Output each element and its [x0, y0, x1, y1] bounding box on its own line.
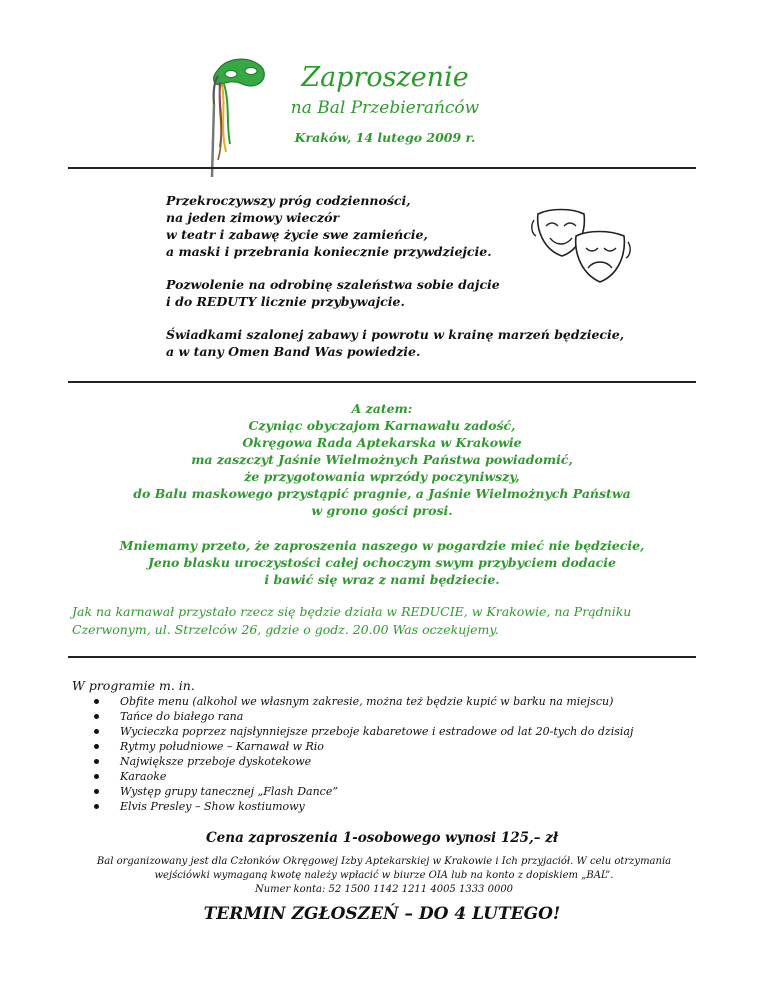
announcement-line: do Balu maskowego przystąpić pragnie, a Jaśnie Wielmożnych Państwa: [133, 486, 631, 501]
poem-stanza-2: [166, 276, 500, 310]
request-line: i bawić się wraz z nami będziecie.: [264, 572, 500, 587]
registration-deadline: TERMIN ZGŁOSZEŃ – DO 4 LUTEGO!: [203, 904, 561, 924]
program-item-text: Tańce do białego rana: [120, 710, 244, 723]
announcement-line: że przygotowania wprzódy poczyniwszy,: [244, 469, 520, 484]
list-item: [92, 709, 633, 724]
program-item-text: Obfite menu (alkohol we własnym zakresie, można też będzie kupić w barku na miejscu): [120, 695, 614, 708]
announcement-line: Czyniąc obyczajom Karnawału zadość,: [248, 418, 516, 433]
program-item-text: Występ grupy tanecznej „Flash Dance”: [120, 785, 338, 798]
program-list: [92, 694, 633, 814]
invitation-title: Zaproszenie: [301, 62, 469, 93]
list-item: [92, 739, 633, 754]
bank-account: Numer konta: 52 1500 1142 1211 4005 1333 0000: [254, 884, 514, 895]
poem-line: w teatr i zabawę życie swe zamieńcie,: [166, 227, 428, 242]
organizer-line: wejściówki wymaganą kwotę należy wpłacić w biurze OIA lub na konto z dopiskiem „BAL”.: [154, 870, 614, 881]
announcement-line: ma zaszczyt Jaśnie Wielmożnych Państwa powiadomić,: [191, 452, 573, 467]
poem-line: Przekroczywszy próg codzienności,: [166, 193, 411, 208]
request-line: Jeno blasku uroczystości całej ochoczym swym przybyciem dodacie: [148, 555, 616, 570]
organizer-info: [60, 855, 708, 897]
announcement-line: Okręgowa Rada Aptekarska w Krakowie: [242, 435, 522, 450]
price-info: Cena zaproszenia 1-osobowego wynosi 125,– zł: [205, 830, 559, 846]
poem-line: Świadkami szalonej zabawy i powrotu w krainę marzeń będziecie,: [166, 327, 625, 342]
poem-line: i do REDUTY licznie przybywajcie.: [166, 294, 405, 309]
poem-line: Pozwolenie na odrobinę szaleństwa sobie dajcie: [166, 277, 500, 292]
divider: [68, 167, 696, 169]
program-item-text: Wycieczka poprzez najsłynniejsze przeboje kabaretowe i estradowe od lat 20-tych do dzisiaj: [120, 725, 634, 738]
program-item-text: Największe przeboje dyskotekowe: [120, 755, 312, 768]
venue-info: [72, 603, 692, 639]
poem-line: a maski i przebrania koniecznie przywdziejcie.: [166, 244, 492, 259]
poem-stanza-3: [166, 326, 624, 360]
list-item: [92, 754, 633, 769]
announcement-line: A zatem:: [351, 401, 413, 416]
list-item: [92, 694, 633, 709]
invitation-subtitle: na Bal Przebierańców: [290, 98, 480, 118]
announcement-request: [68, 537, 696, 588]
venue-line: Jak na karnawał przystało rzecz się będzie działa w REDUCIE, w Krakowie, na Prądniku: [72, 604, 632, 619]
poem-line: a w tany Omen Band Was powiedzie.: [166, 344, 421, 359]
request-line: Mniemamy przeto, że zaproszenia naszego w pogardzie mieć nie będziecie,: [119, 538, 645, 553]
dateline: Kraków, 14 lutego 2009 r.: [294, 130, 476, 145]
bullet-icon: [94, 699, 99, 704]
announcement-line: w grono gości prosi.: [311, 503, 453, 518]
divider: [68, 656, 696, 658]
program-item-text: Elvis Presley – Show kostiumowy: [120, 800, 305, 813]
organizer-line: Bal organizowany jest dla Członków Okręgowej Izby Aptekarskiej w Krakowie i Ich przyjaciół. W celu otrzymania: [96, 856, 672, 867]
list-item: [92, 784, 633, 799]
bullet-icon: [94, 789, 99, 794]
poem-stanza-1: [166, 192, 492, 260]
program-item-text: Rytmy południowe – Karnawał w Rio: [120, 740, 324, 753]
divider: [68, 381, 696, 383]
list-item: [92, 769, 633, 784]
program-item-text: Karaoke: [120, 770, 167, 783]
bullet-icon: [94, 714, 99, 719]
program-heading: W programie m. in.: [72, 678, 195, 693]
bullet-icon: [94, 774, 99, 779]
bullet-icon: [94, 744, 99, 749]
poem-line: na jeden zimowy wieczór: [166, 210, 340, 225]
theatre-masks-icon: [530, 206, 635, 288]
announcement: [68, 400, 696, 519]
bullet-icon: [94, 804, 99, 809]
bullet-icon: [94, 729, 99, 734]
list-item: [92, 799, 633, 814]
list-item: [92, 724, 633, 739]
venue-line: Czerwonym, ul. Strzelców 26, gdzie o godz. 20.00 Was oczekujemy.: [72, 622, 499, 637]
bullet-icon: [94, 759, 99, 764]
